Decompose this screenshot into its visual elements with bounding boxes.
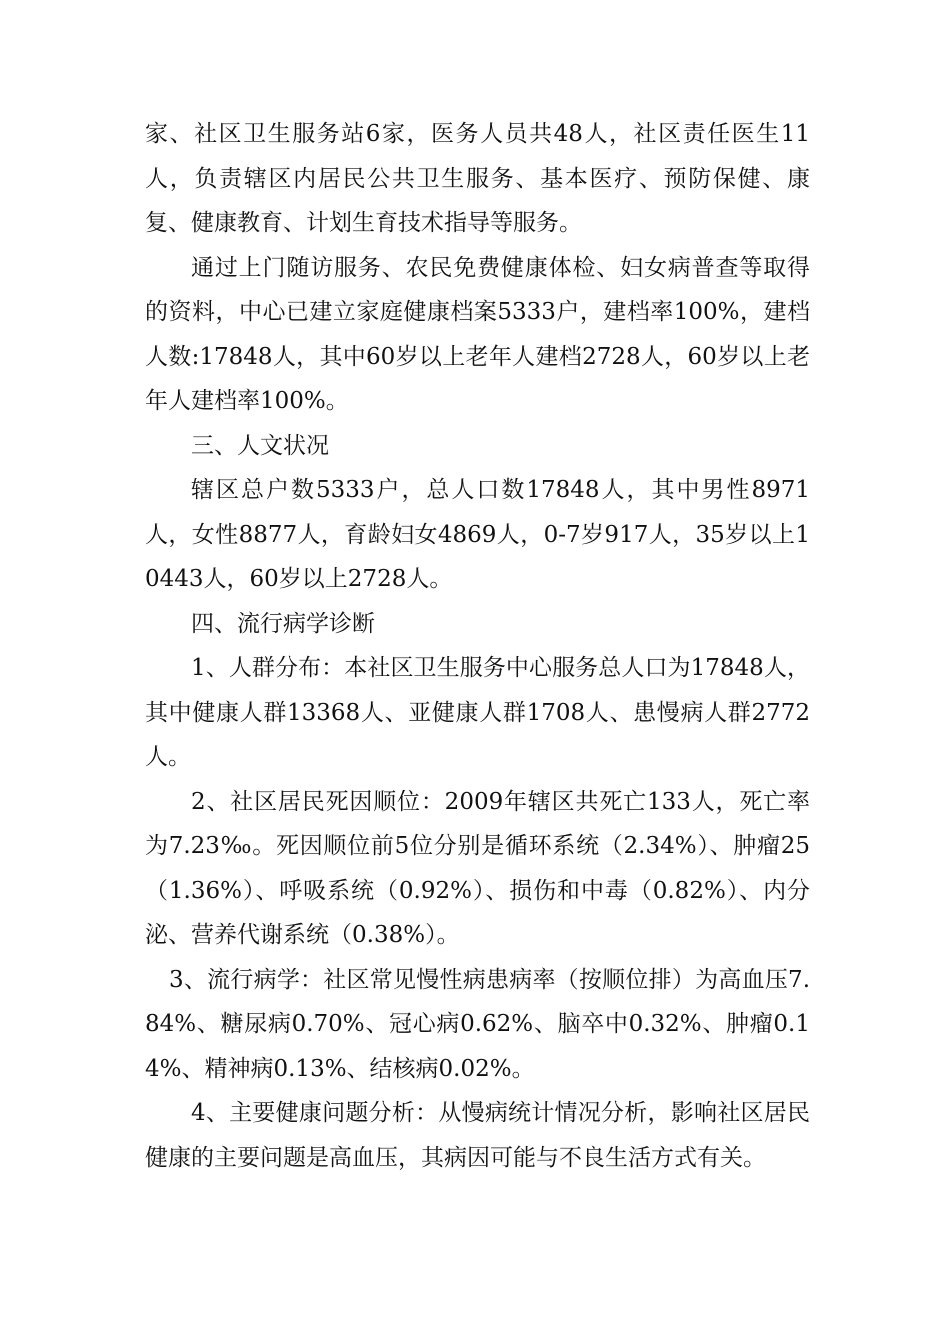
heading-demographics: 三、人文状况 — [191, 432, 329, 459]
paragraph-health-records: 通过上门随访服务、农民免费健康体检、妇女病普查等取得的资料，中心已建立家庭健康档案5333户，建档率100%，建档人数:17848人，其中60岁以上老年人建档2728人，60岁以上老年人建档率100%。 — [145, 254, 810, 414]
paragraph-service-staff: 家、社区卫生服务站6家，医务人员共48人，社区责任医生11人，负责辖区内居民公共卫生服务、基本医疗、预防保健、康复、健康教育、计划生育技术指导等服务。 — [145, 121, 810, 236]
paragraph-health-problems: 4、主要健康问题分析：从慢病统计情况分析，影响社区居民健康的主要问题是高血压，其病因可能与不良生活方式有关。 — [145, 1100, 810, 1171]
paragraph-chronic-disease: 3、流行病学：社区常见慢性病患病率（按顺位排）为高血压7.84%、糖尿病0.70%、冠心病0.62%、脑卒中0.32%、肿瘤0.14%、精神病0.13%、结核病0.02%。 — [145, 966, 810, 1082]
paragraph-death-causes: 2、社区居民死因顺位：2009年辖区共死亡133人，死亡率为7.23‰。死因顺位前5位分别是循环系统（2.34%）、肿瘤25（1.36%）、呼吸系统（0.92%）、损伤和中毒（0.82%）、内分泌、营养代谢系统（0.38%）。 — [145, 788, 810, 948]
document-body — [145, 112, 810, 1180]
paragraph-population-distribution: 1、人群分布：本社区卫生服务中心服务总人口为17848人，其中健康人群13368人、亚健康人群1708人、患慢病人群2772人。 — [145, 655, 810, 770]
paragraph-population: 辖区总户数5333户，总人口数17848人，其中男性8971人，女性8877人，育龄妇女4869人，0-7岁917人，35岁以上10443人，60岁以上2728人。 — [145, 477, 810, 592]
heading-epidemiology: 四、流行病学诊断 — [191, 610, 375, 637]
